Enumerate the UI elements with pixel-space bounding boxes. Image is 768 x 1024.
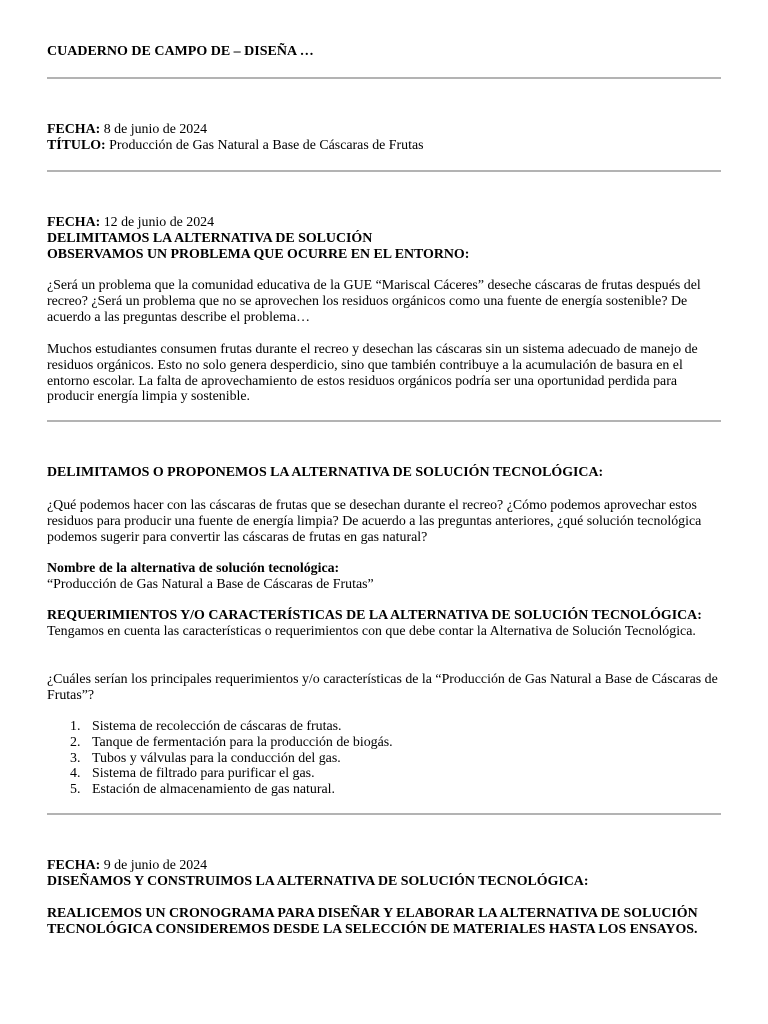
requirements-list-block xyxy=(47,719,721,798)
question-paragraph: ¿Será un problema que la comunidad educativa de la GUE “Mariscal Cáceres” deseche cáscaras de frutas después del recreo? ¿Será un problema que no se aprovechen los residuos orgánicos como una fuente de energía sostenible? De acuerdo a las preguntas describe el problema… xyxy=(47,278,701,325)
entry-2 xyxy=(47,215,721,262)
fecha-label: FECHA: xyxy=(47,122,101,137)
list-item xyxy=(47,766,721,782)
list-item xyxy=(47,751,721,767)
list-number: 2. xyxy=(70,734,81,750)
entry-2-question xyxy=(47,278,721,325)
entry-1 xyxy=(47,122,721,154)
divider xyxy=(47,420,721,422)
entry-4-fecha-line xyxy=(47,858,721,874)
entry-4 xyxy=(47,858,721,890)
list-text: Sistema de filtrado para purificar el gas. xyxy=(92,766,315,782)
list-text: Tanque de fermentación para la producción de biogás. xyxy=(92,734,393,750)
entry-4-heading-2-block xyxy=(47,906,721,938)
fecha-label: FECHA: xyxy=(47,858,101,873)
requirements-intro: Tengamos en cuenta las características o requerimientos con que debe contar la Alternativa de Solución Tecnológica. xyxy=(47,623,696,639)
list-number: 1. xyxy=(70,719,81,734)
divider xyxy=(47,813,721,815)
alternative-name-value: “Producción de Gas Natural a Base de Cáscaras de Frutas” xyxy=(47,576,374,592)
requirements-question xyxy=(47,672,721,704)
list-text: Tubos y válvulas para la conducción del gas. xyxy=(92,750,341,766)
fecha-label: FECHA: xyxy=(47,215,101,230)
entry-2-heading-2: OBSERVAMOS UN PROBLEMA QUE OCURRE EN EL ENTORNO: xyxy=(47,246,470,262)
list-number: 4. xyxy=(70,766,81,782)
entry-1-fecha-line xyxy=(47,122,721,138)
fecha-value: 9 de junio de 2024 xyxy=(103,858,208,873)
alternative-name xyxy=(47,561,721,593)
requirements-list xyxy=(47,719,721,798)
fecha-value: 12 de junio de 2024 xyxy=(103,215,215,230)
requirements-heading-block xyxy=(47,608,721,640)
entry-2-heading-1: DELIMITAMOS LA ALTERNATIVA DE SOLUCIÓN xyxy=(47,230,373,246)
list-item xyxy=(47,735,721,751)
answer-paragraph: Muchos estudiantes consumen frutas durante el recreo y desechan las cáscaras sin un sistema adecuado de manejo de residuos orgánicos. Esto no solo genera desperdicio, sino que también contribuye a la acumulación de basura en el entorno escolar. La falta de aprovechamiento de estos residuos orgánicos podría ser una oportunidad perdida para producir energía limpia y sostenible. xyxy=(47,342,698,405)
entry-4-heading-2: REALICEMOS UN CRONOGRAMA PARA DISEÑAR Y ELABORAR LA ALTERNATIVA DE SOLUCIÓN TECNOLÓGICA CONSIDEREMOS DESDE LA SELECCIÓN DE MATERIALES HASTA LOS ENSAYOS. xyxy=(47,906,698,937)
list-text: Sistema de recolección de cáscaras de frutas. xyxy=(92,719,342,734)
divider xyxy=(47,77,721,79)
list-item xyxy=(47,782,721,798)
alternative-name-label: Nombre de la alternativa de solución tecnológica: xyxy=(47,561,340,576)
section-3-heading xyxy=(47,465,721,481)
section-heading: DELIMITAMOS O PROPONEMOS LA ALTERNATIVA DE SOLUCIÓN TECNOLÓGICA: xyxy=(47,465,604,480)
document-title: CUADERNO DE CAMPO DE – DISEÑA … xyxy=(47,44,314,59)
entry-2-fecha-line xyxy=(47,215,721,231)
question-paragraph: ¿Qué podemos hacer con las cáscaras de frutas que se desechan durante el recreo? ¿Cómo podemos aprovechar estos residuos para producir una fuente de energía limpia? De acuerdo a las preguntas anteriores, ¿qué solución tecnológica podemos sugerir para convertir las cáscaras de frutas en gas natural? xyxy=(47,498,702,545)
titulo-label: TÍTULO: xyxy=(47,137,106,153)
entry-2-answer xyxy=(47,342,721,405)
list-item xyxy=(47,719,721,735)
entry-4-heading: DISEÑAMOS Y CONSTRUIMOS LA ALTERNATIVA DE SOLUCIÓN TECNOLÓGICA: xyxy=(47,873,589,889)
list-number: 3. xyxy=(70,750,81,766)
question-paragraph: ¿Cuáles serían los principales requerimientos y/o características de la “Producción de Gas Natural a Base de Cáscaras de Frutas”? xyxy=(47,672,718,703)
list-text: Estación de almacenamiento de gas natural. xyxy=(92,782,335,798)
section-3-question xyxy=(47,498,721,545)
divider xyxy=(47,170,721,172)
requirements-heading xyxy=(47,608,721,640)
titulo-value: Producción de Gas Natural a Base de Cáscaras de Frutas xyxy=(109,137,424,153)
entry-1-titulo-line xyxy=(47,138,721,154)
requirements-heading-text: REQUERIMIENTOS Y/O CARACTERÍSTICAS DE LA ALTERNATIVA DE SOLUCIÓN TECNOLÓGICA: xyxy=(47,608,702,623)
fecha-value: 8 de junio de 2024 xyxy=(103,122,208,137)
list-number: 5. xyxy=(70,782,81,798)
